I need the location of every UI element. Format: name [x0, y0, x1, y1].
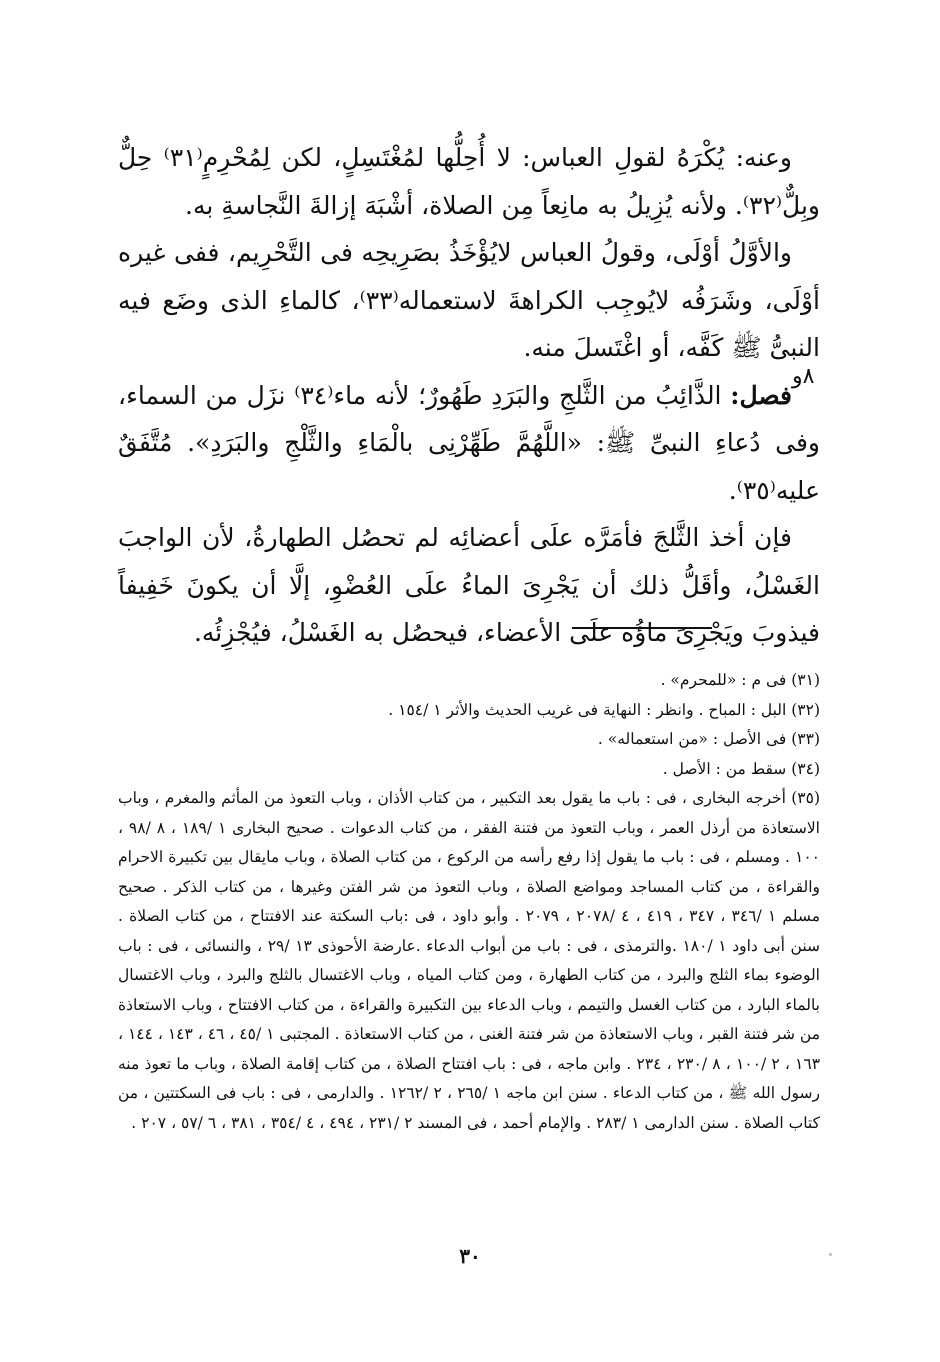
scan-speck	[829, 1253, 832, 1256]
paragraph-1: وعنه: يُكْرَهُ لقولِ العباس: لا أُحِلُّها لمُغْتَسِلٍ، لكن لِمُحْرِمٍ⁽٣١⁾ حِلٌّ وبِلٌّ⁽٣٢⁾. ولأنه يُزِيلُ به مانِعاً مِن الصلاة، أشْبَهَ إزالةَ النَّجاسةِ به.	[118, 143, 820, 220]
footnote-33: (٣٣) فى الأصل : «من استعماله» .	[597, 730, 820, 748]
section-heading: فصل:	[730, 380, 793, 410]
footnote-separator	[572, 627, 712, 629]
page-number: ٣٠	[459, 1244, 481, 1268]
paragraph-4: فإن أخذ الثَّلجَ فأمَرَّه علَى أعضائِه لم تحصُل الطهارةُ، لأن الواجبَ الغَسْلُ، وأقَلُّ ذلك أن يَجْرِىَ الماءُ علَى العُضْوِ، إلَّا أن يكونَ خَفِيفاً فيذوبَ ويَجْرِىَ ماؤُه علَى الأعضاء، فيحصُل به الغَسْلُ، فيُجْزِئُه.	[118, 523, 820, 647]
footnote-32: (٣٢) البل : المباح . وانظر : النهاية فى غريب الحديث والأثر ١ /١٥٤ .	[388, 700, 820, 719]
footnote-34: (٣٤) سقط من : الأصل .	[662, 759, 820, 778]
paragraph-2: والأوَّلُ أوْلَى، وقولُ العباس لايُؤْخَذُ بصَرِيحِه فى التَّحْرِيم، ففى غيره أوْلَى، وشَرَفُه لايُوجِب الكراهةَ لاستعماله⁽٣٣⁾، كالماءِ الذى وضَع فيه النبىُّ ﷺ كَفَّه، أو اغْتَسلَ منه.	[118, 238, 820, 362]
paragraph-3	[118, 372, 820, 515]
footnote-31: (٣١) فى م : «للمحرم» .	[660, 671, 820, 689]
paragraph-3-body: الذَّائِبُ من الثَّلجِ والبَرَدِ طَهُورٌ؛ لأنه ماء⁽٣٤⁾ نزَل من السماء، وفى دُعاءِ النبىِّ ﷺ: «اللَّهُمَّ طَهِّرْنِى بالْمَاءِ والثَّلْجِ والبَرَدِ». مُتَّفَقٌ عليه⁽٣٥⁾.	[118, 380, 820, 505]
main-text	[118, 134, 820, 657]
manuscript-folio-mark: ٨و	[792, 364, 815, 389]
footnotes	[118, 666, 820, 1138]
footnote-35: (٣٥) أخرجه البخارى ، فى : باب ما يقول بعد التكبير ، من كتاب الأذان ، وباب التعوذ من المأثم والمغرم ، وباب الاستعاذة من أرذل العمر ، وباب التعوذ من فتنة الفقر ، من كتاب الدعوات . صحيح البخارى ١ /١٨٩ ، ٨ /٩٨ ، ١٠٠ . ومسلم ، فى : باب ما يقول إذا رفع رأسه من الركوع ، من كتاب الصلاة ، وباب مايقال بين تكبيرة الاحرام والقراءة ، من كتاب المساجد ومواضع الصلاة ، وباب التعوذ من شر الفتن وغيرها ، من كتاب الذكر . صحيح مسلم ١ /٣٤٦ ، ٣٤٧ ، ٤١٩ ، ٤ /٢٠٧٨ ، ٢٠٧٩ . وأبو داود ، فى :باب السكتة عند الافتتاح ، من كتاب الصلاة . سنن أبى داود ١ /١٨٠ .والترمذى ، فى : باب من أبواب الدعاء .عارضة الأحوذى ١٣ /٢٩ ، والنسائى ، فى : باب الوضوء بماء الثلج والبرد ، من كتاب الطهارة ، ومن كتاب المياه ، وباب الاغتسال بالثلج والبرد ، وباب الاغتسال بالماء البارد ، من كتاب الغسل والتيمم ، وباب الدعاء بين التكبيرة والقراءة ، من كتاب الافتتاح ، وباب الاستعاذة من شر فتنة القبر ، وباب الاستعاذة من شر فتنة الغنى ، من كتاب الاستعاذة . المجتبى ١ /٤٥ ، ٤٦ ، ١٤٣ ، ١٤٤ ، ١٦٣ ، ٢ /١٠٠ ، ٨ /٢٣٠ ، ٢٣٤ . وابن ماجه ، فى : باب افتتاح الصلاة ، من كتاب إقامة الصلاة ، وباب ما تعوذ منه رسول الله ﷺ ، من كتاب الدعاء . سنن ابن ماجه ١ /٢٦٥ ، ٢ /١٢٦٢ . والدارمى ، فى : باب فى السكتتين ، من كتاب الصلاة . سنن الدارمى ١ /٢٨٣ . والإمام أحمد ، فى المسند ٢ /٢٣١ ، ٤٩٤ ، ٤ /٣٥٤ ، ٣٨١ ، ٦ /٥٧ ، ٢٠٧ .	[118, 789, 821, 1132]
